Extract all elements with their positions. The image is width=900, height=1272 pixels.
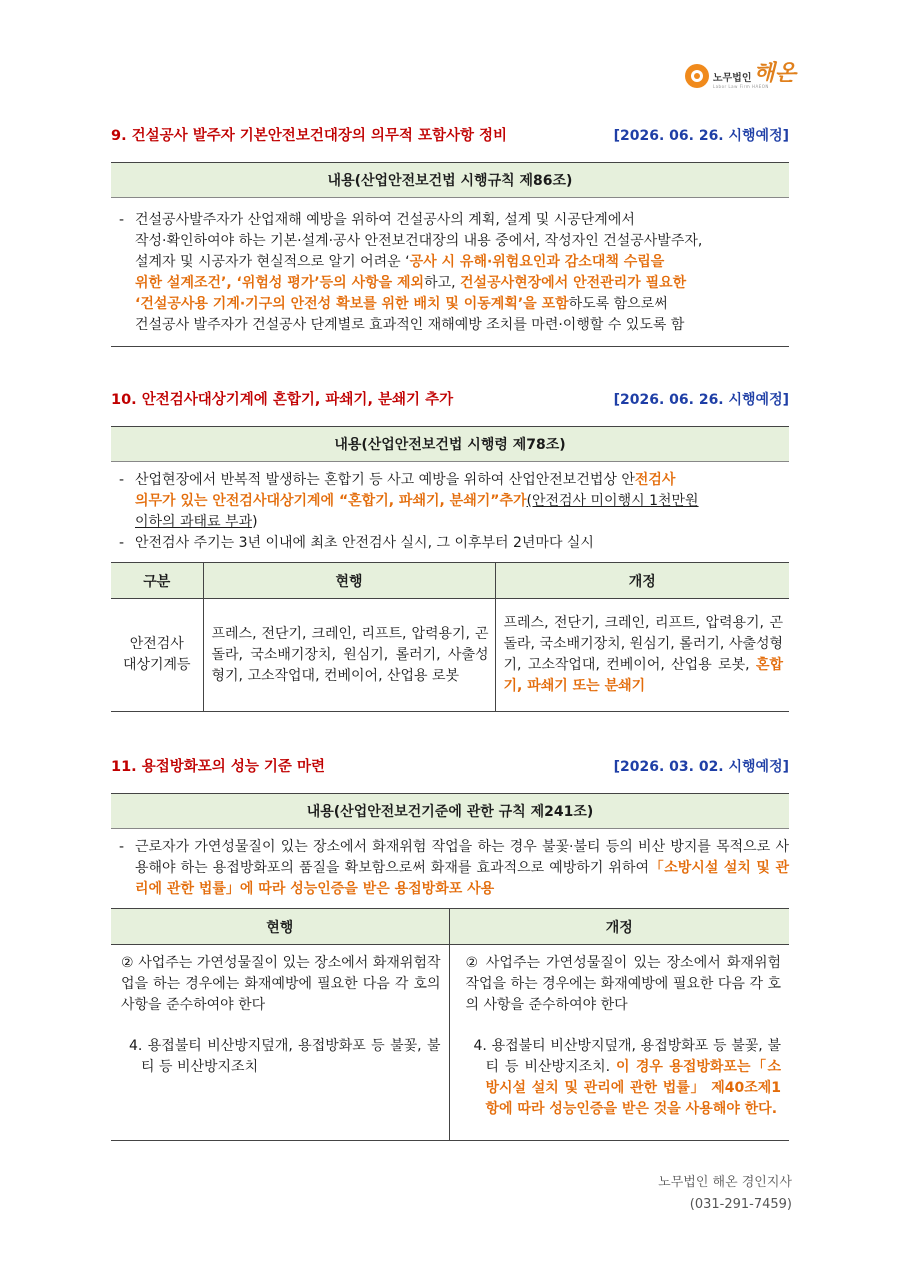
col-current: 현행	[111, 909, 449, 945]
section-11	[111, 755, 789, 1141]
section-9-heading: 내용(산업안전보건법 시행규칙 제86조)	[111, 162, 789, 198]
section-10-body: - 산업현장에서 반복적 발생하는 혼합기 등 사고 예방을 위하여 산업안전보건법상 안전검사 의무가 있는 안전검사대상기계에 “혼합기, 파쇄기, 분쇄기”추가(안전검사 미이행시 1천만원 이하의 과태료 부과) - 안전검사 주기는 3년 이내에 최초 안전검사 실시, 그 이후부터 2년마다 실시	[119, 472, 699, 551]
section-10-table	[111, 562, 789, 712]
logo-swirl-icon	[685, 64, 709, 88]
cell-current: ② 사업주는 가연성물질이 있는 장소에서 화재위험작업을 하는 경우에는 화재예방에 필요한 다음 각 호의 사항을 준수하여야 한다 4. 용접불티 비산방지덮개, 용접방화포 등 불꽃, 불티 등 비산방지조치	[111, 945, 449, 1141]
row-label: 안전검사 대상기계등	[111, 599, 203, 712]
section-9-date: [2026. 06. 26. 시행예정]	[613, 128, 789, 144]
logo-name: 노무법인	[712, 73, 752, 84]
section-9-title: 9. 건설공사 발주자 기본안전보건대장의 의무적 포함사항 정비	[111, 128, 508, 144]
section-10-heading: 내용(산업안전보건법 시행령 제78조)	[111, 426, 789, 462]
col-current: 현행	[203, 563, 495, 599]
logo-script: 해온	[753, 60, 796, 86]
section-10-title: 10. 안전검사대상기계에 혼합기, 파쇄기, 분쇄기 추가	[111, 392, 454, 408]
cell-revised: 프레스, 전단기, 크레인, 리프트, 압력용기, 곤돌라, 국소배기장치, 원심기, 롤러기, 사출성형기, 고소작업대, 컨베이어, 산업용 로봇, 혼합기, 파쇄기 또는 분쇄기	[503, 615, 783, 694]
company-logo	[685, 62, 796, 89]
section-9	[111, 124, 789, 347]
section-11-heading: 내용(산업안전보건기준에 관한 규칙 제241조)	[111, 793, 789, 829]
section-11-title: 11. 용접방화포의 성능 기준 마련	[111, 759, 325, 775]
section-9-body: - 건설공사발주자가 산업재해 예방을 위하여 건설공사의 계획, 설계 및 시공단계에서 작성·확인하여야 하는 기본·설계·공사 안전보건대장의 내용 중에서, 작성자인 건설공사발주자, 설계자 및 시공자가 현실적으로 알기 어려운 ‘공사 시 유해·위험요인과 감소대책 수립을 위한 설계조건’, ‘위험성 평가’등의 사항을 제외하고, 건설공사현장에서 안전관리가 필요한 ‘건설공사용 기계·기구의 안전성 확보를 위한 배치 및 이동계획’을 포함하도록 함으로써 건설공사 발주자가 건설공사 단계별로 효과적인 재해예방 조치를 마련·이행할 수 있도록 함	[111, 198, 789, 347]
cell-current: 프레스, 전단기, 크레인, 리프트, 압력용기, 곤돌라, 국소배기장치, 원심기, 롤러기, 사출성형기, 고소작업대, 컨베이어, 산업용 로봇	[203, 599, 495, 712]
footer	[658, 1172, 792, 1216]
footer-branch: 노무법인 해온 경인지사	[658, 1175, 792, 1190]
footer-phone: (031-291-7459)	[689, 1197, 792, 1212]
section-10-date: [2026. 06. 26. 시행예정]	[613, 392, 789, 408]
section-11-date: [2026. 03. 02. 시행예정]	[613, 759, 789, 775]
cell-revised: ② 사업주는 가연성물질이 있는 장소에서 화재위험작업을 하는 경우에는 화재예방에 필요한 다음 각 호의 사항을 준수하여야 한다 4. 용접불티 비산방지덮개, 용접방화포 등 불꽃, 불티 등 비산방지조치. 이 경우 용접방화포는「소방시설 설치 및 관리에 관한 법률」 제40조제1항에 따라 성능인증을 받은 것을 사용해야 한다.	[465, 955, 781, 1117]
section-11-body: - 근로자가 가연성물질이 있는 장소에서 화재위험 작업을 하는 경우 불꽃·불티 등의 비산 방지를 목적으로 사용해야 하는 용접방화포의 품질을 확보함으로써 화재를 효과적으로 예방하기 위하여「소방시설 설치 및 관리에 관한 법률」에 따라 성능인증을 받은 용접방화포 사용	[119, 839, 789, 897]
section-11-table	[111, 908, 789, 1141]
logo-tagline: Labor Law Firm HAEON	[712, 84, 769, 89]
col-revised: 개정	[495, 563, 789, 599]
col-revised: 개정	[449, 909, 789, 945]
col-category: 구분	[111, 563, 203, 599]
section-10	[111, 388, 789, 712]
